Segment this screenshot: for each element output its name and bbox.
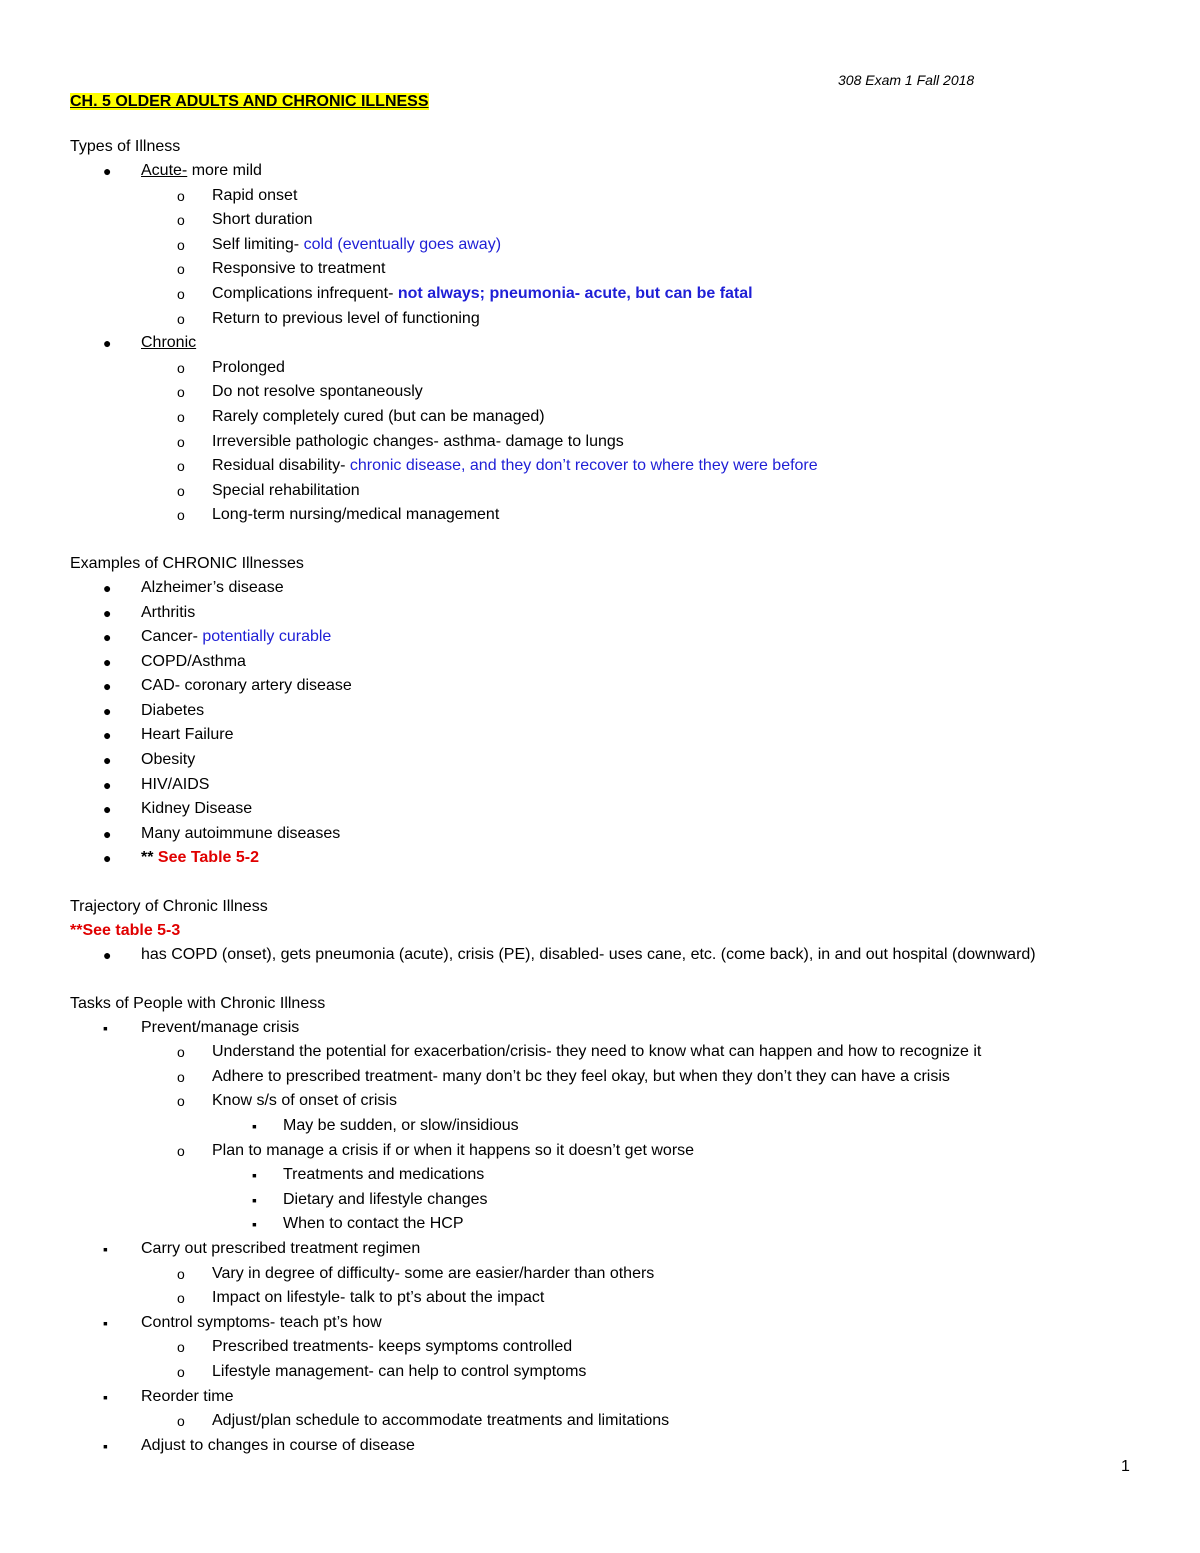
section-heading: Tasks of People with Chronic Illness: [70, 994, 326, 1012]
square-bullet-icon: ▪: [103, 1388, 108, 1405]
list-item: o Residual disability- chronic disease, and they don’t recover to where they were before: [70, 454, 1180, 479]
list-item: ● Obesity: [70, 748, 1180, 773]
bullet-icon: ●: [103, 579, 112, 596]
list-item: ● Kidney Disease: [70, 797, 1180, 822]
circle-bullet-icon: o: [177, 384, 185, 401]
list-item: o Adjust/plan schedule to accommodate treatments and limitations: [70, 1409, 1180, 1434]
list-item: ▪ Prevent/manage crisis: [70, 1016, 1180, 1041]
circle-bullet-icon: o: [177, 310, 185, 327]
tasks-list: [70, 1016, 1180, 1459]
square-bullet-icon: ▪: [252, 1167, 257, 1184]
bullet-icon: ●: [103, 752, 112, 769]
list-item: o Plan to manage a crisis if or when it happens so it doesn’t get worse: [70, 1139, 1180, 1164]
list-item: o Impact on lifestyle- talk to pt’s about the impact: [70, 1286, 1180, 1311]
list-item: o Know s/s of onset of crisis: [70, 1089, 1180, 1114]
list-item: o Understand the potential for exacerbation/crisis- they need to know what can happen and how to recognize it: [70, 1040, 1180, 1065]
list-item: o Rarely completely cured (but can be managed): [70, 405, 1180, 430]
examples-list: [70, 576, 1180, 871]
bullet-icon: ●: [103, 163, 112, 179]
circle-bullet-icon: o: [177, 261, 185, 278]
list-item-chronic: ● Chronic: [70, 331, 1180, 356]
list-item: ▪ Adjust to changes in course of disease: [70, 1434, 1180, 1459]
bullet-icon: ●: [103, 629, 112, 646]
list-item: o Lifestyle management- can help to control symptoms: [70, 1360, 1180, 1385]
course-header: 308 Exam 1 Fall 2018: [838, 72, 975, 88]
section-heading: Trajectory of Chronic Illness: [70, 898, 268, 916]
bullet-icon: ●: [103, 850, 112, 867]
list-item: ● Many autoimmune diseases: [70, 822, 1180, 847]
bullet-icon: ●: [103, 727, 112, 744]
list-item: o Special rehabilitation: [70, 479, 1180, 504]
list-item: ● HIV/AIDS: [70, 773, 1180, 798]
list-item: ▪ Dietary and lifestyle changes: [70, 1188, 1180, 1213]
square-bullet-icon: ▪: [252, 1191, 257, 1208]
list-item: o Prescribed treatments- keeps symptoms controlled: [70, 1335, 1180, 1360]
list-item: o Do not resolve spontaneously: [70, 380, 1180, 405]
list-item: o Responsive to treatment: [70, 257, 1180, 282]
section-trajectory: [70, 895, 1180, 968]
circle-bullet-icon: o: [177, 1265, 185, 1282]
section-types-of-illness: [70, 135, 1180, 528]
section-heading: Types of Illness: [70, 138, 181, 155]
bullet-icon: ●: [103, 653, 112, 670]
list-item: ▪ Carry out prescribed treatment regimen: [70, 1237, 1180, 1262]
list-item: ▪ Treatments and medications: [70, 1163, 1180, 1188]
circle-bullet-icon: o: [177, 285, 185, 302]
list-item-acute: ● Acute- more mild: [70, 159, 1180, 184]
list-item: ● Alzheimer’s disease: [70, 576, 1180, 601]
list-item: o Prolonged: [70, 356, 1180, 381]
list-item: ● Diabetes: [70, 699, 1180, 724]
bullet-icon: ●: [103, 825, 112, 842]
list-item: o Adhere to prescribed treatment- many don’t bc they feel okay, but when they don’t they can have a crisis: [70, 1065, 1180, 1090]
circle-bullet-icon: o: [177, 1339, 185, 1356]
circle-bullet-icon: o: [177, 433, 185, 450]
document-body: [70, 93, 1180, 1458]
bullet-icon: ●: [103, 801, 112, 818]
list-item: ● has COPD (onset), gets pneumonia (acute), crisis (PE), disabled- uses cane, etc. (come back), in and out hospital (downward): [70, 943, 1180, 968]
square-bullet-icon: ▪: [103, 1437, 108, 1454]
circle-bullet-icon: o: [177, 359, 185, 376]
circle-bullet-icon: o: [177, 212, 185, 229]
bullet-icon: ●: [103, 678, 112, 695]
square-bullet-icon: ▪: [252, 1118, 257, 1134]
bullet-icon: ●: [103, 702, 112, 719]
circle-bullet-icon: o: [177, 1093, 185, 1110]
list-item: ● CAD- coronary artery disease: [70, 674, 1180, 699]
list-item: ▪ Reorder time: [70, 1385, 1180, 1410]
square-bullet-icon: ▪: [252, 1216, 257, 1233]
circle-bullet-icon: o: [177, 236, 185, 253]
table-reference: **See table 5-3: [70, 922, 181, 940]
circle-bullet-icon: o: [177, 408, 185, 425]
list-item: ▪ When to contact the HCP: [70, 1212, 1180, 1237]
list-item: ▪ May be sudden, or slow/insidious: [70, 1114, 1180, 1139]
list-item: o Complications infrequent- not always; pneumonia- acute, but can be fatal: [70, 282, 1180, 307]
square-bullet-icon: ▪: [103, 1019, 108, 1036]
circle-bullet-icon: o: [177, 187, 185, 204]
list-item: ● Heart Failure: [70, 723, 1180, 748]
bullet-icon: ●: [103, 335, 112, 352]
bullet-icon: ●: [103, 604, 112, 621]
list-item: o Short duration: [70, 208, 1180, 233]
circle-bullet-icon: o: [177, 1142, 185, 1159]
bullet-icon: ●: [103, 776, 112, 793]
list-item: o Vary in degree of difficulty- some are easier/harder than others: [70, 1262, 1180, 1287]
list-item: o Long-term nursing/medical management: [70, 503, 1180, 528]
page-title: CH. 5 OLDER ADULTS AND CHRONIC ILLNESS: [70, 93, 429, 110]
circle-bullet-icon: o: [177, 482, 185, 499]
circle-bullet-icon: o: [177, 1290, 185, 1307]
list-item: ● COPD/Asthma: [70, 650, 1180, 675]
list-item: ● Cancer- potentially curable: [70, 625, 1180, 650]
circle-bullet-icon: o: [177, 1363, 185, 1380]
list-item: o Rapid onset: [70, 184, 1180, 209]
section-examples: [70, 552, 1180, 871]
list-item: ▪ Control symptoms- teach pt’s how: [70, 1311, 1180, 1336]
list-item: o Irreversible pathologic changes- asthma- damage to lungs: [70, 430, 1180, 455]
square-bullet-icon: ▪: [103, 1240, 108, 1257]
square-bullet-icon: ▪: [103, 1314, 108, 1331]
circle-bullet-icon: o: [177, 1413, 185, 1430]
circle-bullet-icon: o: [177, 1044, 185, 1061]
list-item: ● ** See Table 5-2: [70, 846, 1180, 871]
types-list: [70, 159, 1180, 528]
bullet-icon: ●: [103, 947, 112, 964]
section-heading: Examples of CHRONIC Illnesses: [70, 554, 304, 572]
circle-bullet-icon: o: [177, 1068, 185, 1085]
circle-bullet-icon: o: [177, 458, 185, 475]
list-item: o Self limiting- cold (eventually goes away): [70, 233, 1180, 258]
list-item: o Return to previous level of functioning: [70, 307, 1180, 332]
circle-bullet-icon: o: [177, 507, 185, 524]
list-item: ● Arthritis: [70, 601, 1180, 626]
trajectory-list: [70, 943, 1180, 968]
section-tasks: [70, 992, 1180, 1459]
page-number: 1: [1121, 1458, 1130, 1475]
